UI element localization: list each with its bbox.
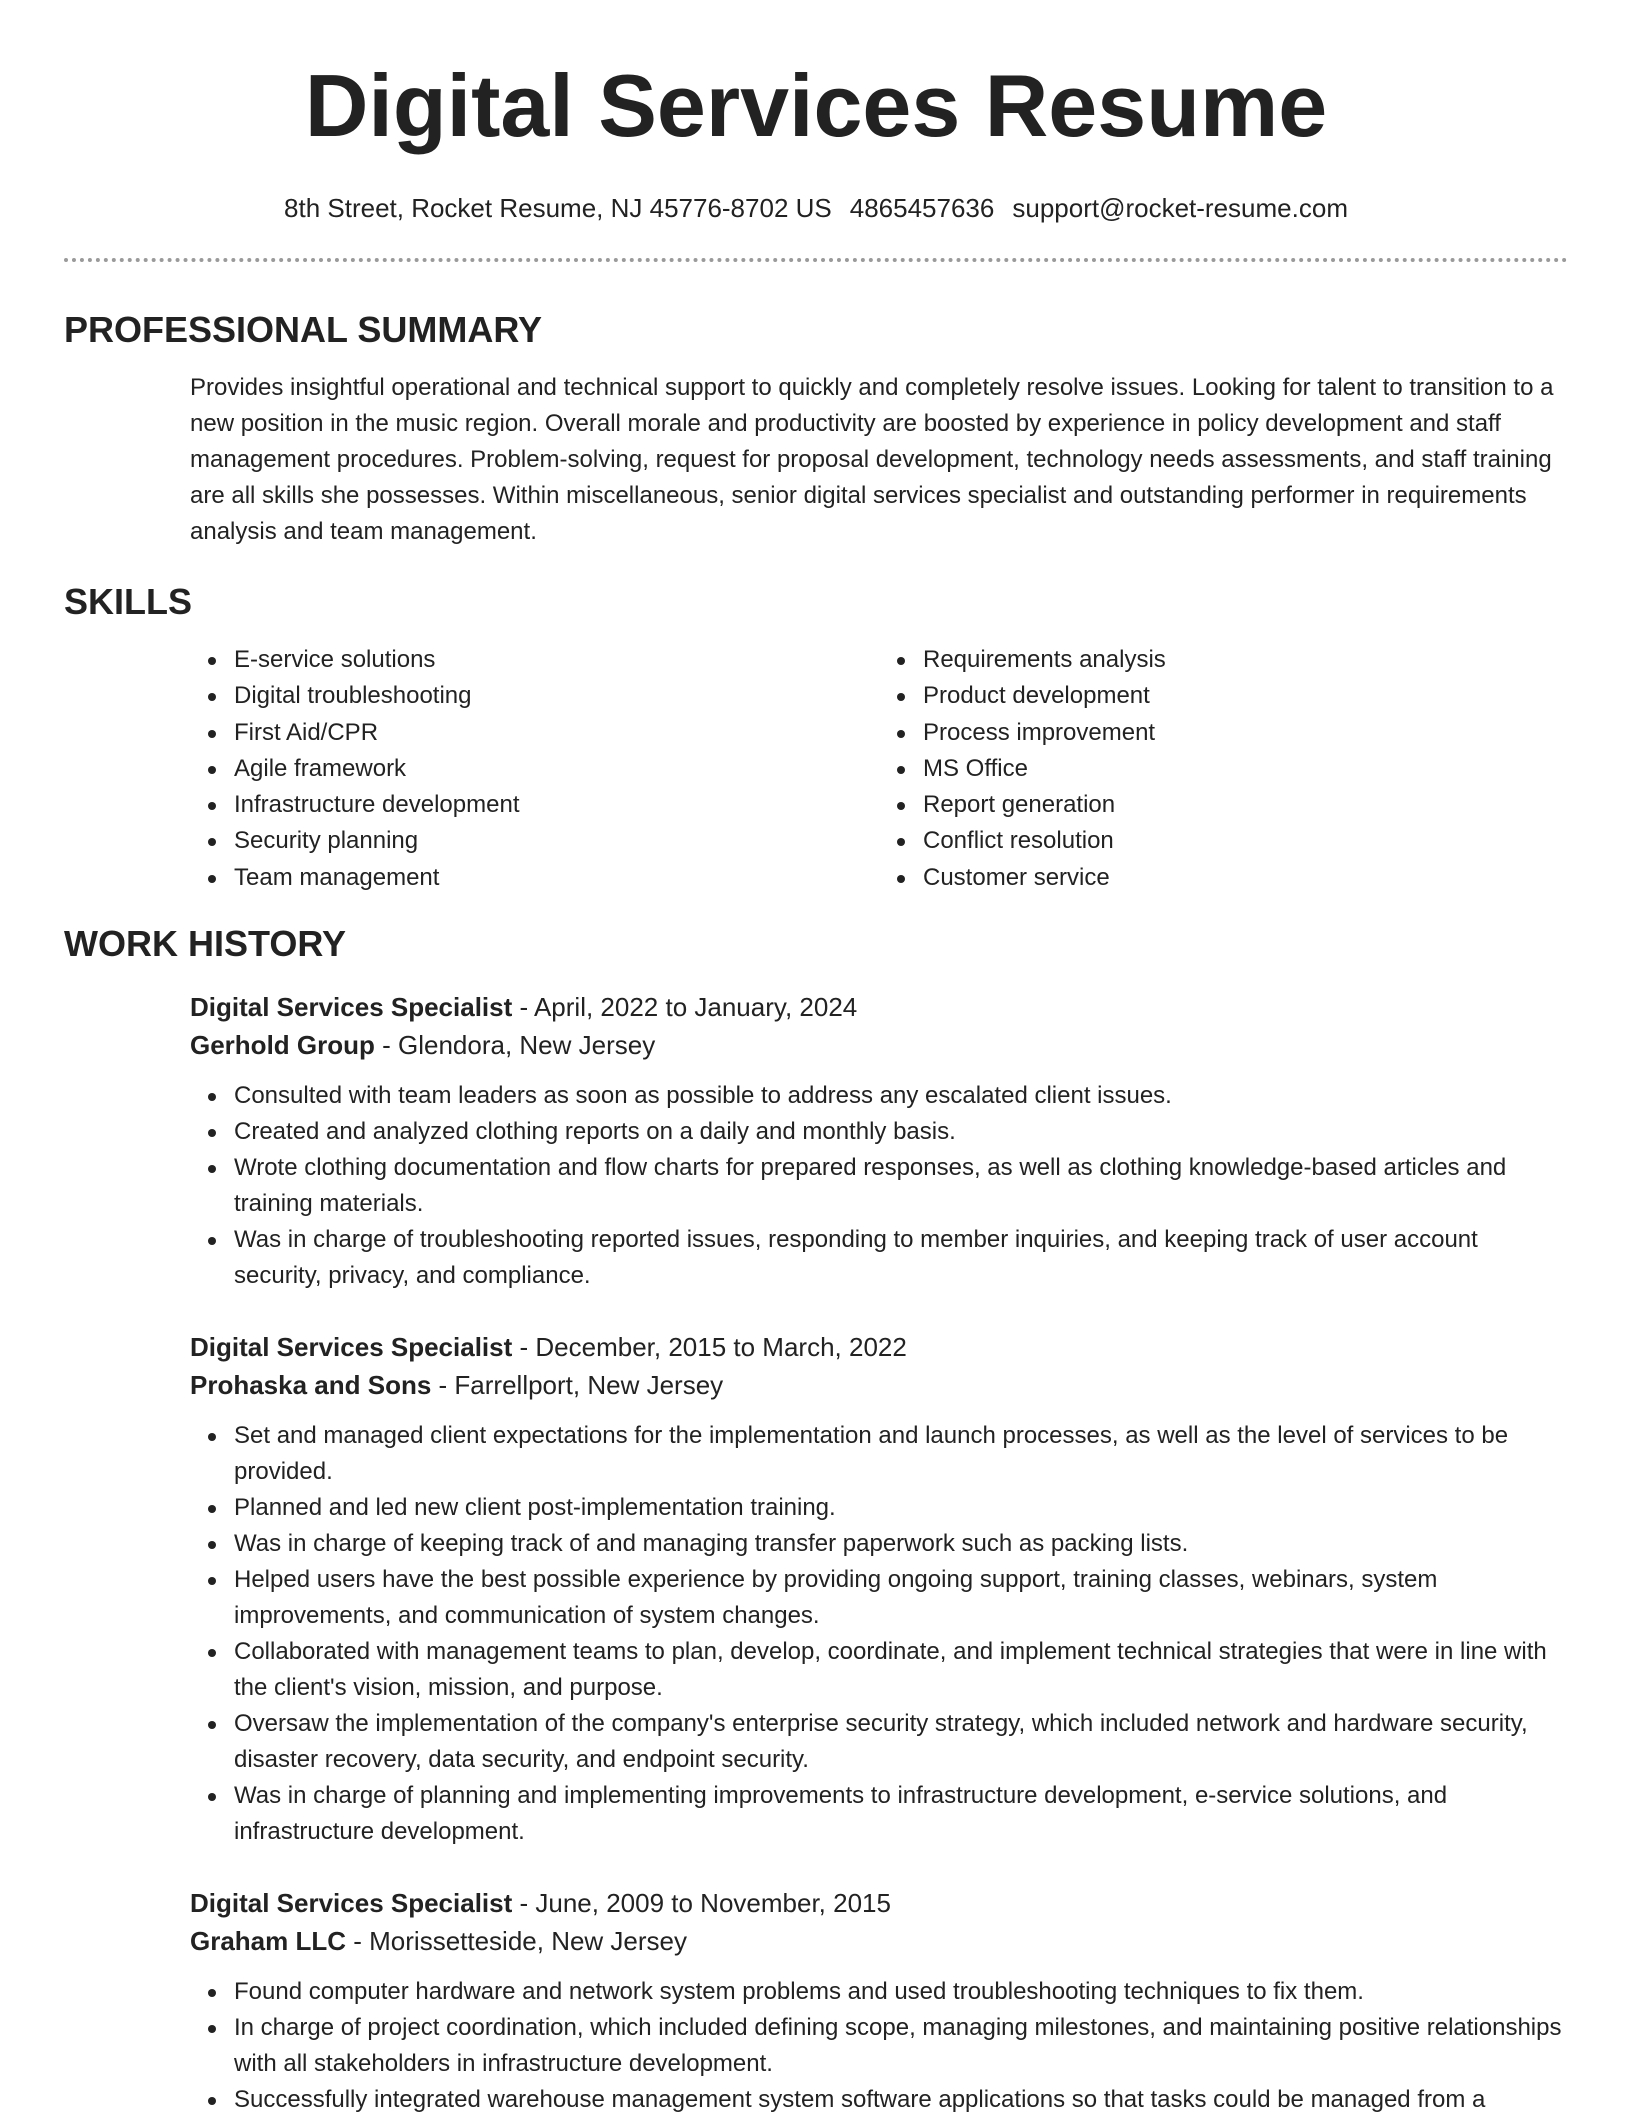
job-entry: [64, 988, 1568, 1294]
skill-item: First Aid/CPR: [234, 715, 879, 751]
phone: 4865457636: [849, 193, 995, 223]
job-location: - Farrellport, New Jersey: [431, 1370, 724, 1401]
job-title: Digital Services Specialist: [190, 1888, 513, 1919]
skill-item: Requirements analysis: [923, 642, 1568, 678]
skills-columns: [64, 642, 1568, 896]
job-bullet: Successfully integrated warehouse management system software applications so that tasks could be managed from a: [234, 2082, 1568, 2118]
skill-item: MS Office: [923, 751, 1568, 787]
section-heading-summary: PROFESSIONAL SUMMARY: [64, 309, 543, 350]
job-bullet: Was in charge of keeping track of and managing transfer paperwork such as packing lists.: [234, 1526, 1568, 1562]
section-heading-work-history: WORK HISTORY: [64, 923, 347, 965]
skill-item: Process improvement: [923, 715, 1568, 751]
job-bullet: Was in charge of planning and implementing improvements to infrastructure development, e-service solutions, and infrastructure development.: [234, 1778, 1568, 1850]
skill-item: Infrastructure development: [234, 787, 879, 823]
summary-text: Provides insightful operational and technical support to quickly and completely resolve issues. Looking for talent to transition to a new position in the music region. Overall morale and productivity are boosted by experience in policy development and staff management procedures. Problem-solving, request for proposal development, technology needs assessments, and staff training are all skills she possesses. Within miscellaneous, senior digital services specialist and outstanding performer in requirements analysis and team management.: [190, 374, 1554, 545]
resume-title: Digital Services Resume: [304, 56, 1328, 155]
job-company: Graham LLC: [190, 1926, 347, 1957]
job-bullets: [190, 1418, 1568, 1850]
skill-item: E-service solutions: [234, 642, 879, 678]
job-bullet: Helped users have the best possible experience by providing ongoing support, training classes, webinars, system improvements, and communication of system changes.: [234, 1562, 1568, 1634]
job-bullet: Oversaw the implementation of the company's enterprise security strategy, which included network and hardware security, disaster recovery, data security, and endpoint security.: [234, 1706, 1568, 1778]
job-company-line: [190, 1366, 1568, 1404]
skill-item: Report generation: [923, 787, 1568, 823]
job-dates: - December, 2015 to March, 2022: [512, 1332, 907, 1363]
job-bullets: [190, 1078, 1568, 1294]
job-bullet: Collaborated with management teams to plan, develop, coordinate, and implement technical strategies that were in line with the client's vision, mission, and purpose.: [234, 1634, 1568, 1706]
job-bullet: In charge of project coordination, which included defining scope, managing milestones, and maintaining positive relationships with all stakeholders in infrastructure development.: [234, 2010, 1568, 2082]
skill-item: Product development: [923, 678, 1568, 714]
skill-item: Digital troubleshooting: [234, 678, 879, 714]
job-bullet: Planned and led new client post-implementation training.: [234, 1490, 1568, 1526]
job-entry: [64, 1328, 1568, 1850]
job-title: Digital Services Specialist: [190, 992, 513, 1023]
job-bullet: Wrote clothing documentation and flow charts for prepared responses, as well as clothing knowledge-based articles and training materials.: [234, 1150, 1568, 1222]
skills-list-right: [879, 642, 1568, 896]
job-company-line: [190, 1922, 1568, 1960]
email: support@rocket-resume.com: [1012, 193, 1348, 223]
job-company: Prohaska and Sons: [190, 1370, 432, 1401]
contact-line: [64, 192, 1568, 224]
job-bullet: Was in charge of troubleshooting reported issues, responding to member inquiries, and keeping track of user account security, privacy, and compliance.: [234, 1222, 1568, 1294]
job-bullet: Found computer hardware and network system problems and used troubleshooting techniques to fix them.: [234, 1974, 1568, 2010]
job-title: Digital Services Specialist: [190, 1332, 513, 1363]
job-bullets: [190, 1974, 1568, 2118]
skill-item: Conflict resolution: [923, 823, 1568, 859]
address: 8th Street, Rocket Resume, NJ 45776-8702 US: [284, 193, 832, 223]
job-bullet: Set and managed client expectations for the implementation and launch processes, as well as the level of services to be provided.: [234, 1418, 1568, 1490]
job-title-line: [190, 988, 1568, 1026]
job-company-line: [190, 1026, 1568, 1064]
job-title-line: [190, 1884, 1568, 1922]
skill-item: Customer service: [923, 860, 1568, 896]
section-heading-skills: SKILLS: [64, 581, 193, 622]
work-history-list: [64, 988, 1568, 2118]
job-dates: - June, 2009 to November, 2015: [512, 1888, 891, 1919]
skill-item: Security planning: [234, 823, 879, 859]
skill-item: Team management: [234, 860, 879, 896]
job-dates: - April, 2022 to January, 2024: [512, 992, 858, 1023]
job-bullet: Consulted with team leaders as soon as possible to address any escalated client issues.: [234, 1078, 1568, 1114]
job-location: - Glendora, New Jersey: [374, 1030, 656, 1061]
skills-list-left: [190, 642, 879, 896]
header-divider: [64, 258, 1568, 262]
job-location: - Morissetteside, New Jersey: [346, 1926, 688, 1957]
job-title-line: [190, 1328, 1568, 1366]
skill-item: Agile framework: [234, 751, 879, 787]
job-company: Gerhold Group: [190, 1030, 375, 1061]
job-bullet: Created and analyzed clothing reports on a daily and monthly basis.: [234, 1114, 1568, 1150]
job-entry: [64, 1884, 1568, 2118]
